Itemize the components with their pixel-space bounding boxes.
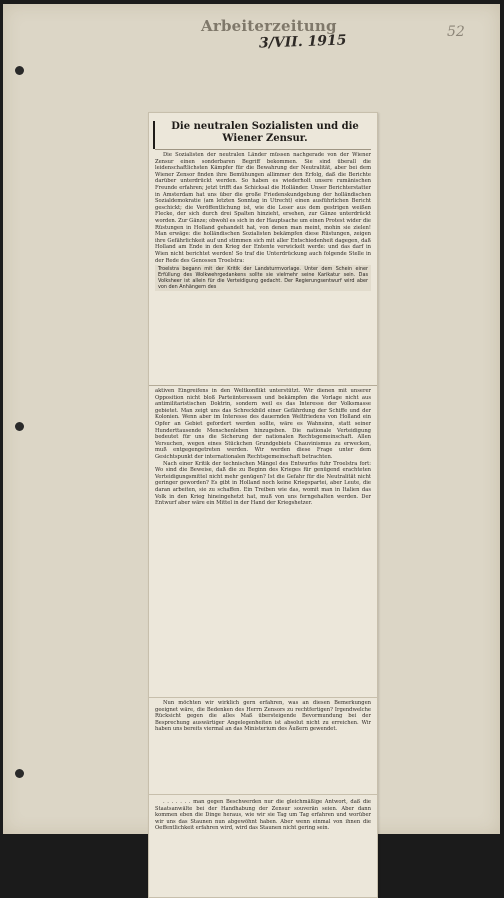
handwritten-date: 3/VII. 1915 bbox=[258, 32, 347, 52]
quote-block: Troelstra begann mit der Kritik der Landsturmvorlage. Unter dem Schein einer Erfüllung des Wolkwehrgedankens sollte sie vielmehr seine Karikatur sein. Das Volksheer ist allein für die Verteidigung gedacht. Der Regierungsentwurf wird aber von den Anhängern des bbox=[155, 265, 371, 291]
article-paragraph: Nun möchten wir wirklich gern erfahren, was an diesen Bemerkungen geeignet wäre, die Bedenken des Herrn Zensors zu rechtfertigen? Irgendwelche Rücksicht gegen die alles Maß übersteigende Bevormundung bei der Besprechung auswärtiger Angelegenheiten ist absolut nicht zu erreichen. Wir haben uns bereits viermal an das Ministerium des Äußern gewendet. bbox=[155, 700, 371, 733]
article-paragraph: aktiven Eingreifens in den Weltkonflikt unterstützt. Wir dienen mit unserer Opposition nicht bloß Parteiinteressen und bekämpfen die Vorlage nicht aus antimilitaristischen Doktrin, sondern weil es das Interesse der Volksmasse gebietet. Man zeigt uns das Schreckbild einer Gefährdung der Schiffe und der Kolonien. Wenn aber im Interesse des dauernden Weltfriedens von Holland ein Opfer an Gebiet gefordert werden sollte, wäre es Wahnsinn, statt seiner Hunderttausende Menschenleben hinzugeben. Die nationale Verteidigung bedeutet für uns die Sicherung der nationalen Rechtsgemeinschaft. Allen Versuchen, wegen eines Stückchen Grundgebiets Chauvinismus zu erwecken, muß entgegengetreten werden. Wir werden diese Frage unter dem Gesichtspunkt der internationalen Rechtsgemeinschaft betrachten. bbox=[155, 388, 371, 460]
article-title: Die neutralen Sozialisten und die Wiener Zensur. bbox=[171, 121, 359, 144]
clipping-part-4 bbox=[149, 794, 377, 897]
punch-hole bbox=[15, 422, 24, 431]
clipping-part-2 bbox=[149, 385, 377, 697]
clipping-part-3 bbox=[149, 697, 377, 794]
article-paragraph: Die Sozialisten der neutralen Länder müssen nachgerade von der Wiener Zensur einen sonderbaren Begriff bekommen. Sie sind überall die leidenschaftlichsten Kämpfer für die Bewahrung der Neutralität, aber bei dem Wiener Zensor finden ihre Bemühungen allimmer den Erfolg, daß die Berichte darüber unterdrückt werden. So haben es wiederholt unsere rumänischen Freunde erfahren; jetzt trifft das Schicksal die Holländer. Unser Berichterstatter in Amsterdam hat uns über die große Friedenskundgebung der holländischen Sozialdemokratie (am letzten Sonntag in Utrecht) einen ausführlichen Bericht geschickt; die Veröffentlichung ist, wie die Leser aus dem gestrigen weißen Flecke, der sich durch drei Spalten hinzieht, ersehen, zur Gänze unterdrückt worden. Zur Gänze; obwohl es sich in der Hauptsache um einen Protest wider die Rüstungen in Holland gehandelt hat, von denen man meint, mohin sie zielen! Man erwäge: die holländischen Sozialisten bekämpfen diese Rüstungen, zeigen ihre Gefährlichkeit auf und stimmen sich mit aller Entschiedenheit dagegen, daß Holland am Ende in den Krieg der Entente verwickelt werde: und das darf in Wien nicht berichtet werden! So traf die Unterdrückung auch folgende Stelle in der Rede des Genossen Troelstra: bbox=[155, 152, 371, 264]
article-paragraph: . . . . . . . man gegen Beschwerden nur die gleichmäßige Antwort, daß die Staatsanwälte bei der Handhabung der Zensur souverän seien. Aber dann kommen eben die Dinge heraus, wie wir sie Tag um Tag erfahren und worüber wir uns das Staunen nun abgewöhnt haben. Aber wenn einmal von ihnen die Oeffentlichkeit erfahren wird, wird das Staunen nicht gering sein. bbox=[155, 799, 371, 832]
divider bbox=[155, 149, 371, 150]
punch-hole bbox=[15, 66, 24, 75]
title-marker bbox=[153, 121, 155, 149]
punch-hole bbox=[15, 769, 24, 778]
archive-sheet bbox=[3, 4, 500, 834]
clipping-part-1 bbox=[149, 113, 377, 385]
page-number: 52 bbox=[447, 24, 465, 40]
newspaper-clipping bbox=[148, 112, 378, 898]
newspaper-header: Arbeiterzeitung bbox=[201, 17, 337, 35]
article-paragraph: Nach einer Kritik der technischen Mängel des Entwurfes fuhr Troelstra fort: Wo sind die Beweise, daß die zu Beginn des Krieges für genügend erachteten Verteidigungsmittel nicht mehr genügen? Ist die Gefahr für die Neutralität nicht geringer geworden? Es gibt in Holland noch keine Kriegspartei, aber Leute, die daran arbeiten, sie zu schaffen. Ein Treiben wie das, womit man in Italien das Volk in den Krieg hineingehetzt hat, muß von uns ferngehalten werden. Der Entwurf aber wäre ein Mittel in der Hand der Kriegshetzer. bbox=[155, 460, 371, 507]
